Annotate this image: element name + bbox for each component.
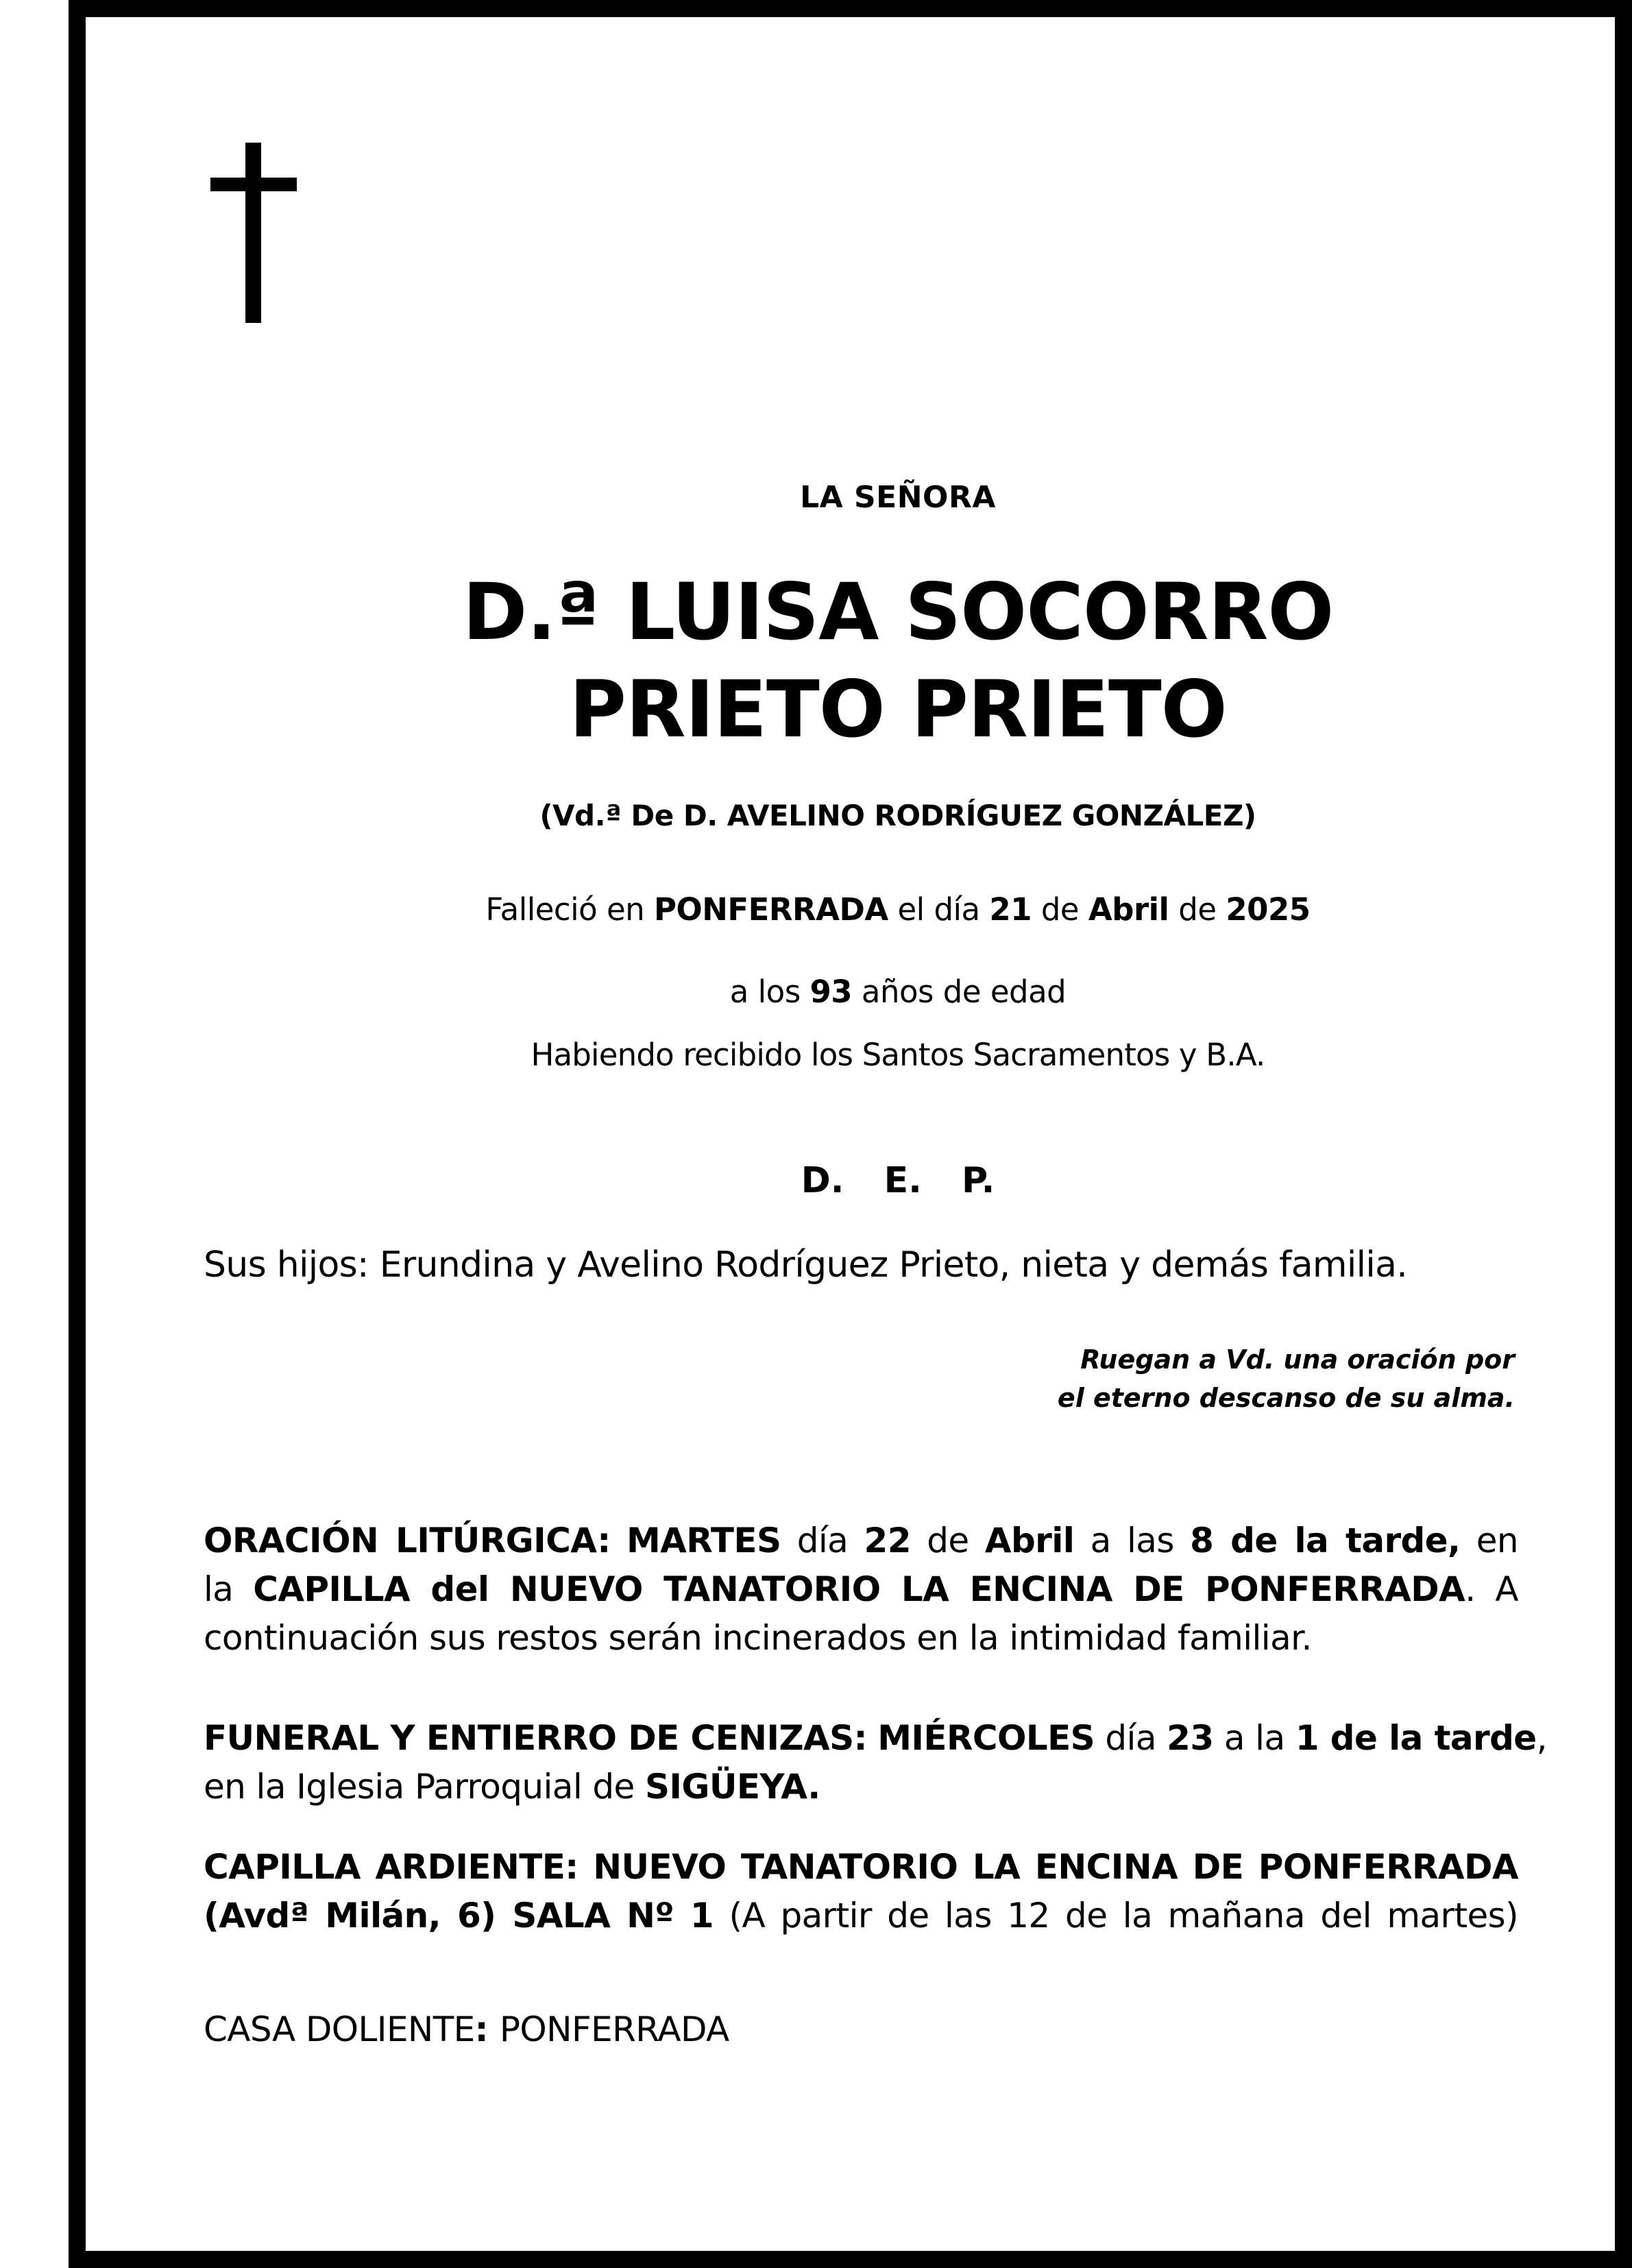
text: en	[1460, 1521, 1519, 1560]
house-colon: :	[474, 2010, 500, 2049]
death-day: 21	[989, 891, 1032, 928]
house-place: PONFERRADA	[499, 2010, 729, 2049]
liturgical-label: ORACIÓN LITÚRGICA:	[204, 1521, 611, 1560]
text: a las	[1074, 1521, 1191, 1560]
funeral-place: SIGÜEYA.	[645, 1767, 820, 1807]
chapel-note: (A partir de las 12 de la mañana del martes)	[714, 1896, 1518, 1935]
death-month: Abril	[1088, 891, 1169, 928]
chapel-venue: NUEVO TANATORIO LA ENCINA DE PONFERRADA	[593, 1847, 1519, 1887]
text: a la	[1213, 1718, 1295, 1758]
prayer-line2: el eterno descanso de su alma.	[1057, 1383, 1515, 1413]
funeral-label: FUNERAL Y ENTIERRO DE CENIZAS:	[204, 1718, 867, 1758]
paragraph-line	[204, 1763, 1518, 1811]
sacraments-statement: Habiendo recibido los Santos Sacramentos y B.A.	[531, 1037, 1265, 1073]
age-statement	[425, 974, 1371, 1010]
text: día	[781, 1521, 864, 1560]
paragraph-line	[204, 1892, 1518, 1940]
prayer-line1: Ruegan a Vd. una oración por	[1080, 1344, 1515, 1375]
deceased-name	[425, 564, 1371, 758]
death-text: de	[1032, 891, 1088, 928]
text: ,	[1536, 1718, 1547, 1758]
house-label: CASA DOLIENTE	[204, 2010, 475, 2049]
death-text: el día	[888, 891, 990, 928]
paragraph-line	[204, 1843, 1518, 1892]
death-text: Falleció en	[485, 891, 654, 928]
text: la	[204, 1569, 254, 1609]
cross-horizontal-bar	[210, 178, 297, 191]
cross-vertical-bar	[245, 143, 261, 323]
title-honorific: LA SEÑORA	[800, 480, 996, 515]
dep-initials: D. E. P.	[801, 1160, 995, 1201]
paragraph-line	[204, 1565, 1518, 1614]
text: en la Iglesia Parroquial de	[204, 1767, 645, 1807]
liturgical-day: 22	[864, 1521, 911, 1560]
wake-chapel-paragraph	[204, 1843, 1518, 1940]
text: de	[910, 1521, 985, 1560]
funeral-day: 23	[1167, 1718, 1214, 1758]
funeral-weekday: MIÉRCOLES	[877, 1718, 1095, 1758]
death-place: PONFERRADA	[653, 891, 888, 928]
paragraph-line	[204, 1714, 1547, 1763]
paragraph-line	[204, 2005, 1518, 2054]
age-years: 93	[809, 974, 853, 1010]
funeral-time: 1 de la tarde	[1295, 1718, 1537, 1758]
liturgical-month: Abril	[984, 1521, 1075, 1560]
family-statement: Sus hijos: Erundina y Avelino Rodríguez Prieto, nieta y demás familia.	[204, 1244, 1408, 1286]
chapel-address: (Avdª Milán, 6) SALA Nº 1	[204, 1896, 714, 1935]
age-text: a los	[729, 974, 810, 1010]
liturgical-weekday: MARTES	[626, 1521, 781, 1560]
text: día	[1095, 1718, 1167, 1758]
cross-icon	[210, 143, 310, 323]
funeral-paragraph	[204, 1714, 1547, 1811]
liturgical-time: 8 de la tarde,	[1190, 1521, 1461, 1560]
death-statement	[425, 891, 1371, 928]
house-of-mourning	[204, 2005, 1518, 2054]
age-text: años de edad	[852, 974, 1067, 1010]
widow-of: (Vd.ª De D. AVELINO RODRÍGUEZ GONZÁLEZ)	[539, 799, 1256, 832]
text: . A	[1465, 1569, 1519, 1609]
paragraph-line: continuación sus restos serán incinerados en la intimidad familiar.	[204, 1618, 1312, 1658]
deceased-name-line1: D.ª LUISA SOCORRO	[462, 566, 1334, 658]
liturgical-prayer-paragraph	[204, 1517, 1518, 1663]
death-text: de	[1169, 891, 1226, 928]
chapel-label: CAPILLA ARDIENTE	[204, 1847, 565, 1887]
liturgical-venue: CAPILLA del NUEVO TANATORIO LA ENCINA DE PONFERRADA	[253, 1569, 1465, 1609]
paragraph-line	[204, 1517, 1518, 1565]
deceased-name-line2: PRIETO PRIETO	[569, 664, 1227, 755]
prayer-request	[891, 1340, 1515, 1417]
chapel-colon: :	[565, 1847, 594, 1887]
death-year: 2025	[1226, 891, 1311, 928]
